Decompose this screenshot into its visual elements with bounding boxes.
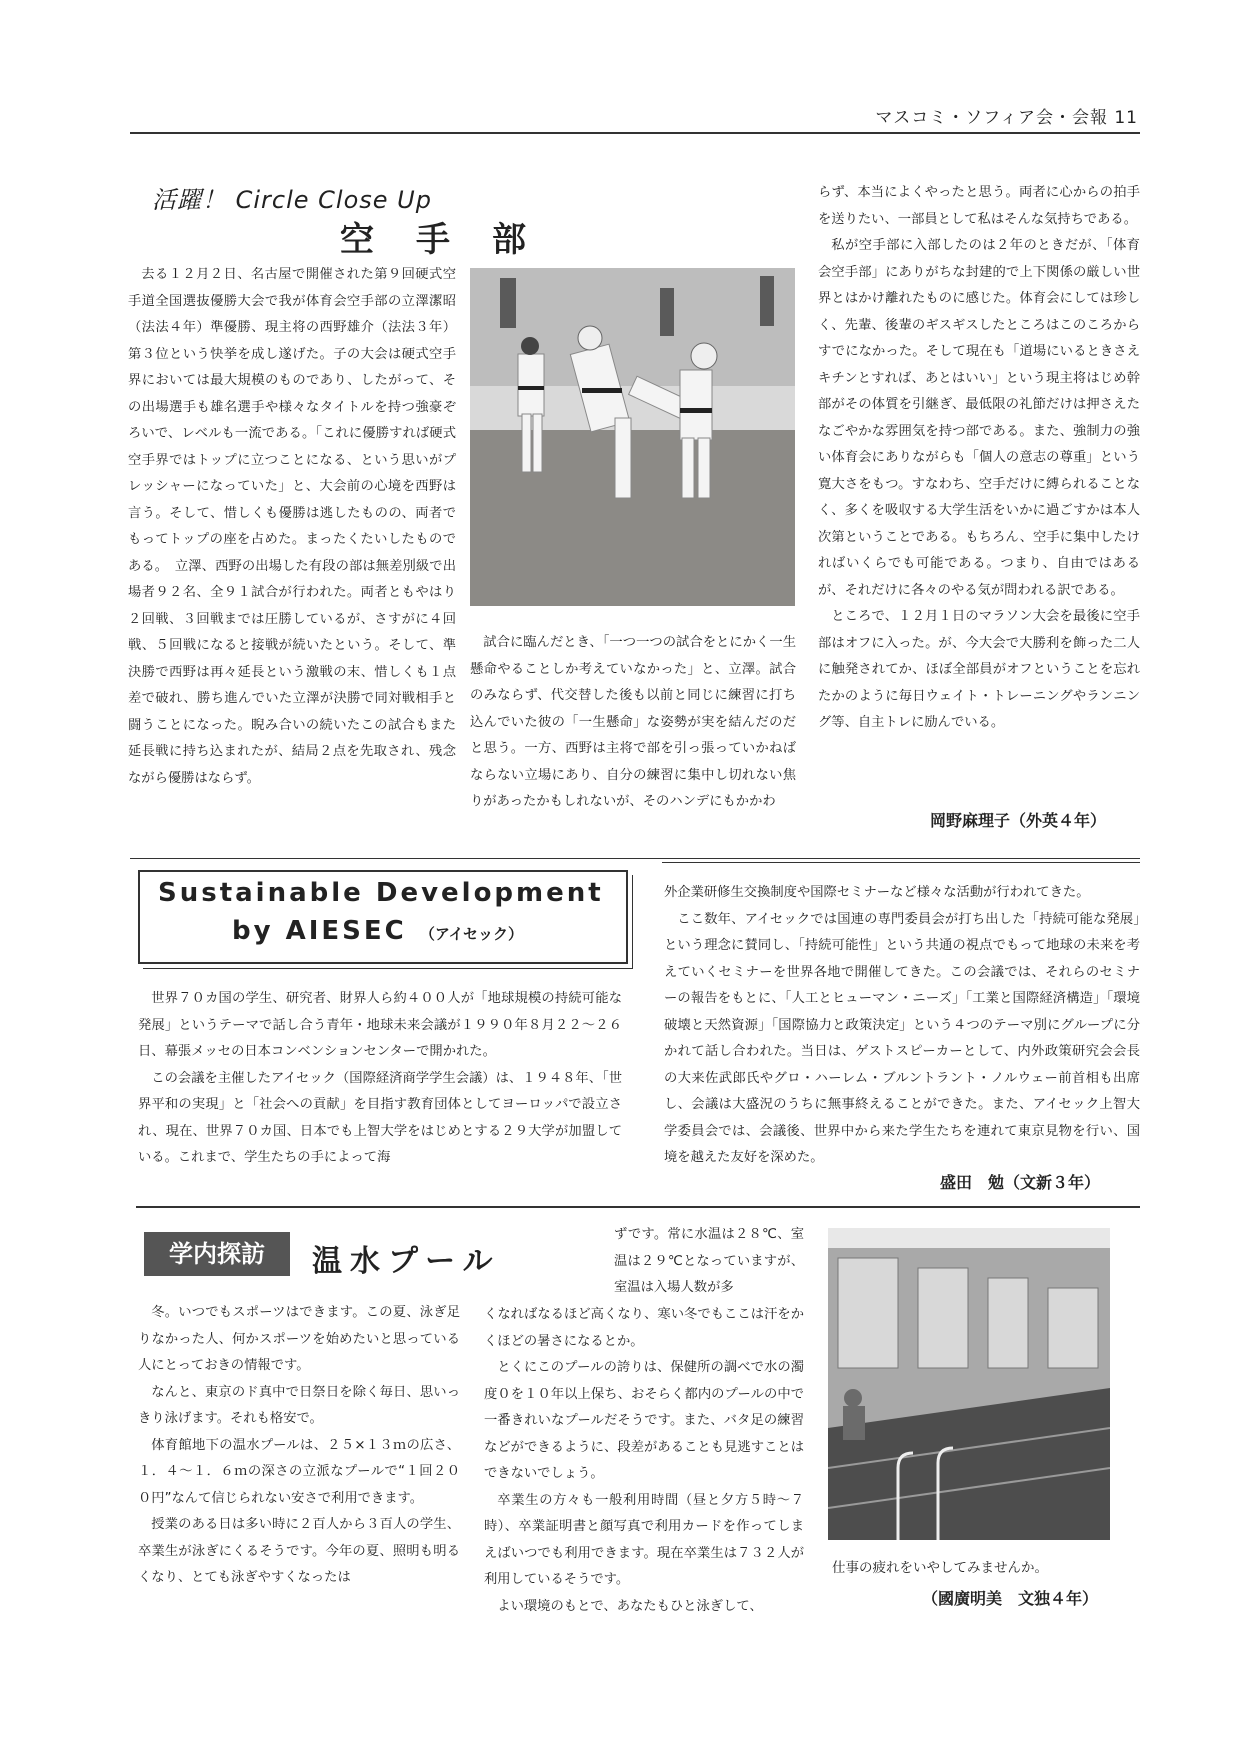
- karate-column-3: [818, 180, 1140, 737]
- paragraph: ここ数年、アイセックでは国連の専門委員会が打ち出した「持続可能な発展」という理念に賛同し、「持続可能性」という共通の視点でもって地球の未来を考えていくセミナーを世界各地で開催してきた。この会議では、それらのセミナーの報告をもとに、「人工とヒューマン・ニーズ」「工業と国際経済構造」「環境破壊と天然資源」「国際協力と政策決定」という４つのテーマ別にグループに分かれて話し合われた。当日は、ゲストスピーカーとして、内外政策研究会会長の大来佐武郎氏やグロ・ハーレム・ブルントラント・ノルウェー前首相も出席し、会議は大盛況のうちに無事終えることができた。また、アイセック上智大学委員会では、会議後、世界中から来た学生たちを連れて東京見物を行い、国境を越えた友好を深めた。: [664, 911, 1140, 1165]
- section-divider: [662, 862, 1140, 863]
- paragraph: 私が空手部に入部したのは２年のときだが、「体育会空手部」にありがちな封建的で上下関係の厳しい世界とはかけ離れたものに感じた。体育会にしては珍しく、先輩、後輩のギスギスしたところはこのころからすでになかった。そして現在も「道場にいるときさえキチンとすれば、あとはいい」という現主将はじめ幹部がその体質を引継ぎ、最低限の礼節だけは押さえたなごやかな雰囲気を持つ部である。また、強制力の強い体育会にありながらも「個人の意志の尊重」という寛大さをもつ。すなわち、空手だけに縛られることなく、多くを吸収する大学生活をいかに過ごすかは本人次第ということである。もちろん、空手に集中したければいくらでも可能である。つまり、自由ではあるが、それだけに各々のやる気が問われる訳である。: [818, 238, 1140, 598]
- pool-column-2: [484, 1302, 804, 1620]
- header-rule: [130, 132, 1140, 134]
- aiesec-title-kana: （アイセック）: [419, 925, 524, 943]
- paragraph: 去る１２月２日、名古屋で開催された第９回硬式空手道全国選抜優勝大会で我が体育会空手部の立澤潔昭（法法４年）準優勝、現主将の西野雄介（法法３年）第３位という快挙を成し遂げた。子の大会は硬式空手界においては最大規模のものであり、したがって、その出場選手も雄名選手や様々なタイトルを持つ強豪ぞろいで、レベルも一流である。「これに優勝すれば硬式空手界ではトップに立つことになる、という思いがプレッシャーになっていた」と、大会前の心境を西野は言う。そして、惜しくも優勝は逃したものの、両者でもってトップの座を占めた。まったくたいしたものである。 立澤、西野の出場した有段の部は無差別級で出場者９２名、全９１試合が行われた。両者ともやはり２回戦、３回戦までは圧勝しているが、さすがに４回戦、５回戦になると接戦が続いたという。そして、準決勝で西野は再々延長という激戦の末、惜しくも１点差で破れ、勝ち進んでいた立澤が決勝で同対戦相手と闘うことになった。睨み合いの続いたこの試合もまた延長戦に持ち込まれたが、結局２点を先取され、残念ながら優勝はならず。: [128, 267, 456, 786]
- byline: 岡野麻理子（外英４年）: [930, 811, 1107, 830]
- paragraph: 体育館地下の温水プールは、２５×１３ｍの広さ、１．４〜１．６ｍの深さの立派なプールで“１回２００円”なんて信じられない安さで利用できます。: [138, 1437, 460, 1506]
- paragraph: 試合に臨んだとき、「一つ一つの試合をとにかく一生懸命やることしか考えていなかった」と、立澤。試合のみならず、代交替した後も以前と同じに練習に打ち込んでいた彼の「一生懸命」な姿勢が実を結んだのだと思う。一方、西野は主将で部を引っ張っていかねばならない立場にあり、自分の練習に集中し切れない焦りがあったかもしれないが、そのハンデにもかかわ: [470, 635, 796, 809]
- paragraph: くなればなるほど高くなり、寒い冬でもここは汗をかくほどの暑さになるとか。: [484, 1307, 804, 1349]
- paragraph: 冬。いつでもスポーツはできます。この夏、泳ぎ足りなかった人、何かスポーツを始めたいと思っている人にとっておきの情報です。: [138, 1305, 460, 1373]
- paragraph: ところで、１２月１日のマラソン大会を最後に空手部はオフに入った。が、今大会で大勝利を飾った二人に触発されてか、ほぼ全部員がオフということを忘れたかのように毎日ウェイト・トレーニングやランニング等、自主トレに励んでいる。: [818, 609, 1140, 730]
- karate-column-1: [128, 262, 456, 792]
- byline: 盛田 勉（文新３年）: [940, 1173, 1101, 1192]
- pool-column-1: [138, 1300, 460, 1592]
- photo-caption: 仕事の疲れをいやしてみませんか。: [832, 1560, 1048, 1576]
- karate-column-2: [470, 630, 796, 816]
- byline: （國廣明美 文独４年）: [922, 1589, 1099, 1608]
- paragraph: 卒業生の方々も一般利用時間（昼と夕方５時〜７時）、卒業証明書と顔写真で利用カードを作ってしまえばいつでも利用できます。現在卒業生は７３２人が利用しているそうです。: [484, 1492, 804, 1587]
- aiesec-column-1: [138, 986, 622, 1172]
- running-header: マスコミ・ソフィア会・会報 11: [875, 108, 1138, 128]
- aiesec-column-2: [664, 880, 1140, 1172]
- article-title: 空 手 部: [340, 220, 530, 260]
- paragraph: ずです。常に水温は２８℃、室温は２９℃となっていますが、室温は入場人数が多: [614, 1227, 804, 1295]
- paragraph: らず、本当によくやったと思う。両者に心からの拍手を送りたい、一部員として私はそんな気持ちである。: [818, 185, 1140, 227]
- paragraph: 外企業研修生交換制度や国際セミナーなど様々な活動が行われてきた。: [664, 885, 1090, 900]
- paragraph: とくにこのプールの誇りは、保健所の調べで水の濁度０を１０年以上保ち、おそらく都内のプールの中で一番きれいなプールだそうです。また、バタ足の練習などができるように、段差があることも見逃すことはできないでしょう。: [484, 1360, 804, 1481]
- article-title: 温水プール: [312, 1244, 501, 1279]
- paragraph: よい環境のもとで、あなたもひと泳ぎして、: [497, 1598, 763, 1614]
- pool-photo: [828, 1228, 1110, 1540]
- section-tag: 学内探訪: [144, 1232, 290, 1276]
- section-divider: [130, 858, 1140, 859]
- paragraph: 授業のある日は多い時に２百人から３百人の学生、卒業生が泳ぎにくるそうです。今年の夏、照明も明るくなり、とても泳ぎやすくなったは: [138, 1517, 460, 1585]
- section-divider: [136, 1206, 1140, 1208]
- section-kicker: 活躍！ Circle Close Up: [152, 186, 432, 214]
- paragraph: この会議を主催したアイセック（国際経済商学学生会議）は、１９４８年、「世界平和の実現」と「社会への貢献」を目指す教育団体としてヨーロッパで設立され、現在、世界７０カ国、日本でも上智大学をはじめとする２９大学が加盟している。これまで、学生たちの手によって海: [138, 1070, 622, 1165]
- paragraph: なんと、東京のド真中で日祭日を除く毎日、思いっきり泳げます。それも格安で。: [138, 1384, 460, 1426]
- pool-column-2-top: [614, 1222, 804, 1302]
- aiesec-title-line2: by AIESEC: [232, 916, 407, 946]
- aiesec-title-box: [138, 870, 628, 964]
- aiesec-title-line1: Sustainable Development: [158, 878, 604, 908]
- karate-photo: [470, 268, 795, 606]
- paragraph: 世界７０カ国の学生、研究者、財界人ら約４００人が「地球規模の持続可能な発展」というテーマで話し合う青年・地球未来会議が１９９０年８月２２〜２６日、幕張メッセの日本コンベンションセンターで開かれた。: [138, 991, 622, 1059]
